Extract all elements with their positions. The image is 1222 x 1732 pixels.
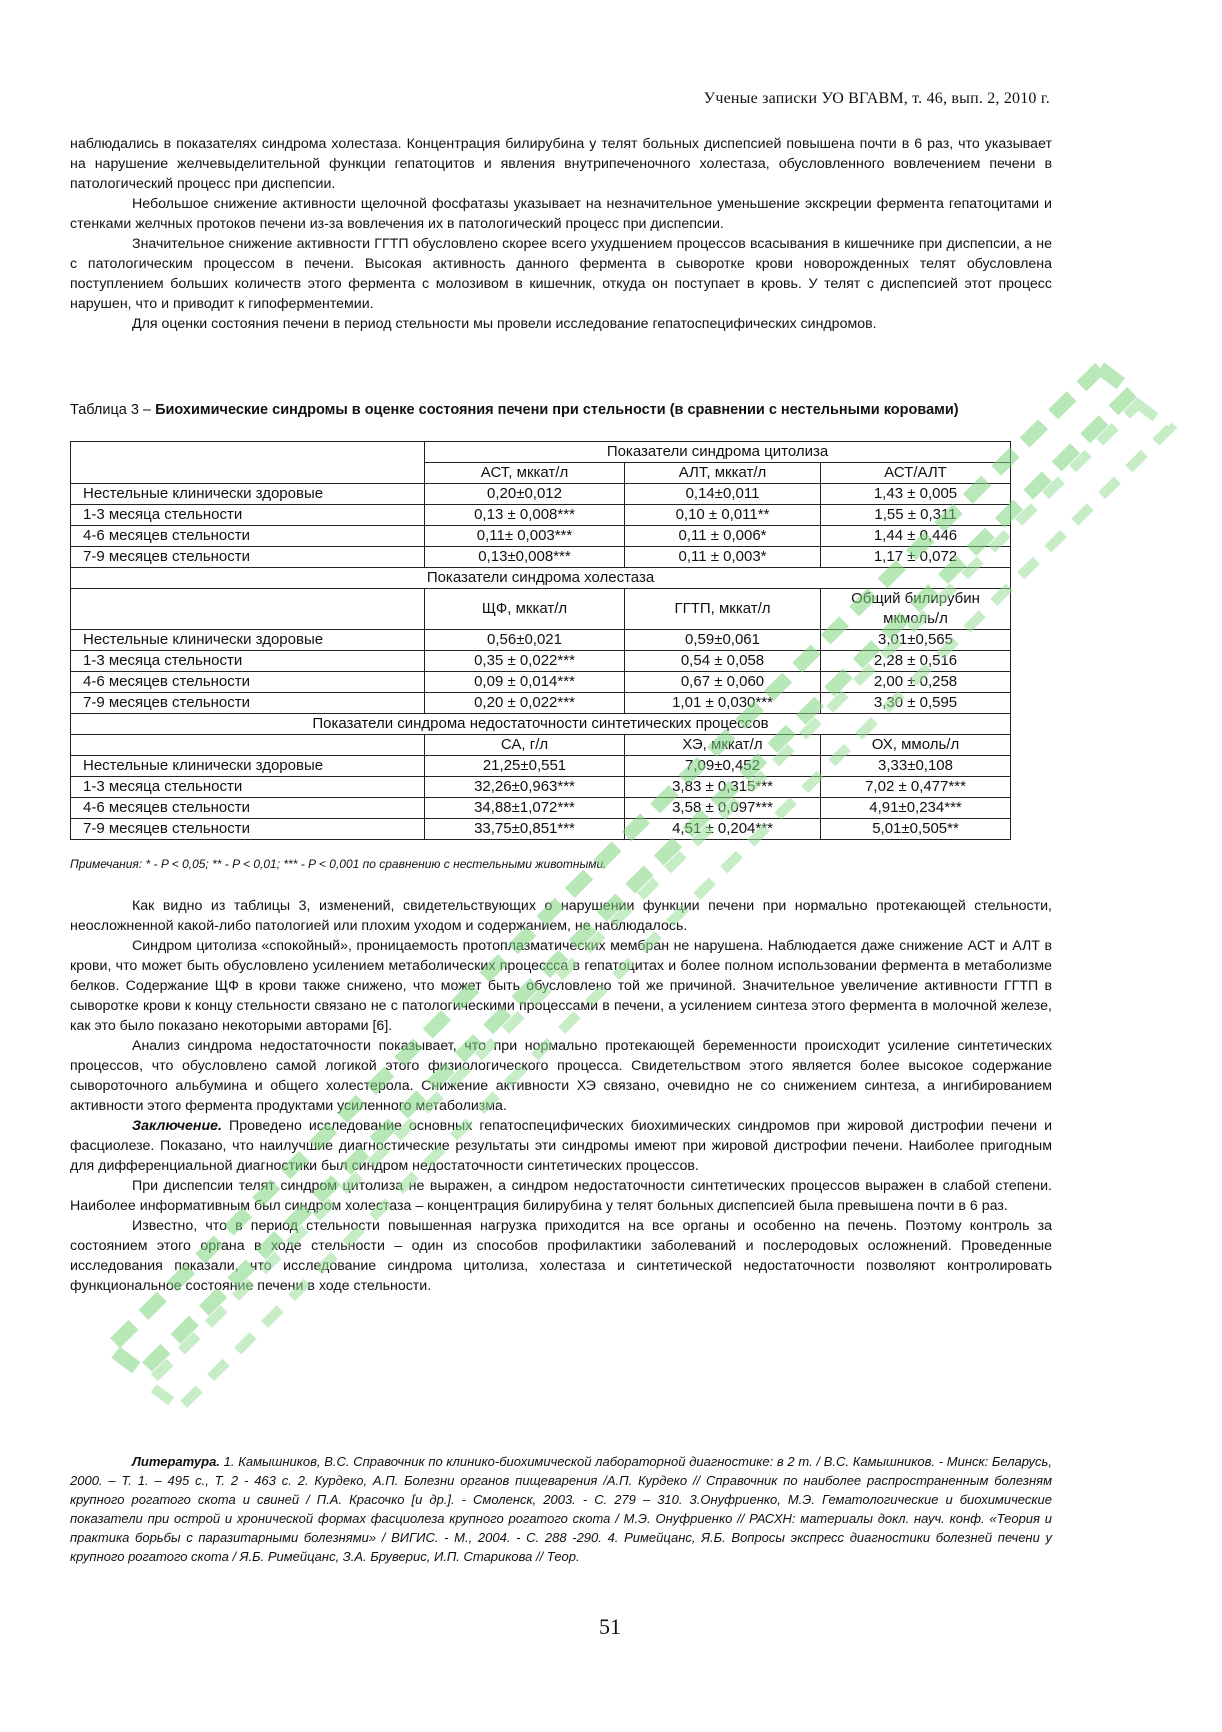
table-caption — [70, 402, 1050, 419]
section-title: Показатели синдрома недостаточности синтетических процессов — [71, 714, 1011, 735]
table-cell — [71, 589, 425, 630]
biochemical-table — [70, 441, 1011, 840]
conclusion-text: Проведено исследование основных гепатоспецифических биохимических синдромов при жировой дистрофии печени и фасциолезе. Показано, что наилучшие диагностические результаты эти синдромы имеют при жировой дистрофии печени. Наиболее пригодным для дифференциальной диагностики был синдром недостаточности синтетических процессов. — [70, 1118, 1052, 1174]
paragraph: Значительное снижение активности ГГТП обусловлено скорее всего ухудшением процессов всасывания в кишечнике при диспепсии, а не с патологическим процессом в печени. Высокая активность данного фермента в сыворотке крови новорожденных телят обусловлена поступлением больших количеств этого фермента с молозивом в кишечник, откуда он поступает в кровь. У телят с диспепсией этот процесс нарушен, что и приводит к гипоферментемии. — [70, 236, 1052, 312]
table-cell: 3,01±0,565 — [821, 630, 1011, 651]
table-cell: 1,55 ± 0,311 — [821, 505, 1011, 526]
row-label: 7-9 месяцев стельности — [71, 693, 425, 714]
row-label: Нестельные клинически здоровые — [71, 756, 425, 777]
row-label: Нестельные клинически здоровые — [71, 484, 425, 505]
row-label: 1-3 месяца стельности — [71, 505, 425, 526]
table-caption-label: Таблица 3 – — [70, 402, 156, 418]
table-cell: 4,51 ± 0,204*** — [625, 819, 821, 840]
table-cell: 0,14±0,011 — [625, 484, 821, 505]
table-cell: 0,67 ± 0,060 — [625, 672, 821, 693]
section-title: Показатели синдрома цитолиза — [425, 442, 1011, 463]
table-cell: 2,28 ± 0,516 — [821, 651, 1011, 672]
paragraph: Известно, что в период стельности повышенная нагрузка приходится на все органы и особенно на печень. Поэтому контроль за состоянием этого органа в ходе стельности – один из способов профилактики заболеваний и послеродовых осложнений. Проведенные исследования показали, что исследование синдрома цитолиза, холестаза и синтетической недостаточности позволяют контролировать функциональное состояние печени в ходе стельности. — [70, 1218, 1052, 1294]
row-label: 4-6 месяцев стельности — [71, 798, 425, 819]
table-cell: 0,11 ± 0,003* — [625, 547, 821, 568]
table-cell: 0,11 ± 0,006* — [625, 526, 821, 547]
table-cell: 3,33±0,108 — [821, 756, 1011, 777]
column-header: АЛТ, мккат/л — [625, 463, 821, 484]
table-cell: 4,91±0,234*** — [821, 798, 1011, 819]
table-row — [71, 735, 1011, 756]
table-row — [71, 505, 1011, 526]
table-cell: 0,35 ± 0,022*** — [425, 651, 625, 672]
table-cell: 0,54 ± 0,058 — [625, 651, 821, 672]
row-label: 4-6 месяцев стельности — [71, 526, 425, 547]
table-cell: 0,20 ± 0,022*** — [425, 693, 625, 714]
table-row — [71, 589, 1011, 630]
column-header: СА, г/л — [425, 735, 625, 756]
table-row — [71, 547, 1011, 568]
references-text: 1. Камышников, В.С. Справочник по клинико-биохимической лабораторной диагностике: в 2 т. / В.С. Камышников. - Минск: Беларусь, 2000. – Т. 1. – 495 с., Т. 2 - 463 с. 2. Курдеко, А.П. Болезни органов пищеварения /А.П. Курдеко // Справочник по наиболее распространенным болезням крупного рогатого скота и свиней / П.А. Красочко [и др.]. - Смоленск, 2003. - С. 279 – 310. 3.Онуфриенко, М.Э. Гематологические и биохимические показатели при острой и хронической формах фасциолеза крупного рогатого скота / М.Э. Онуфриенко // РАСХН: материалы докл. науч. конф. «Теория и практика борьбы с паразитарными болезнями» / ВИГИС. - М., 2004. - С. 288 -290. 4. Римейцанс, Я.Б. Вопросы экспресс диагностики болезней печени у крупного рогатого скота / Я.Б. Римейцанс, З.А. Бруверис, И.П. Старикова // Теор. — [70, 1454, 1052, 1564]
table-caption-title: Биохимические синдромы в оценке состояния печени при стельности (в сравнении с нестельными коровами) — [155, 402, 959, 418]
table-cell: 3,83 ± 0,315*** — [625, 777, 821, 798]
body-text-top — [70, 134, 1052, 334]
conclusion-paragraph — [70, 1116, 1052, 1176]
table-cell: 0,09 ± 0,014*** — [425, 672, 625, 693]
table-cell: 0,11± 0,003*** — [425, 526, 625, 547]
table-cell — [71, 442, 425, 484]
column-header: ЩФ, мккат/л — [425, 589, 625, 630]
table-row — [71, 672, 1011, 693]
paragraph: Анализ синдрома недостаточности показывает, что при нормально протекающей беременности происходит усиление синтетических процессов, что обусловлено самой логикой этого физиологического процесса. Свидетельством этого является более высокое содержание сывороточного альбумина и общего холестерола. Снижение активности ХЭ связано, очевидно не со снижением синтеза, а ингибированием активности этого фермента продуктами усиленного метаболизма. — [70, 1038, 1052, 1114]
table-row — [71, 651, 1011, 672]
table-cell: 3,30 ± 0,595 — [821, 693, 1011, 714]
table-cell: 0,56±0,021 — [425, 630, 625, 651]
table-cell: 34,88±1,072*** — [425, 798, 625, 819]
table-row — [71, 756, 1011, 777]
table-notes: Примечания: * - P < 0,05; ** - P < 0,01; *** - P < 0,001 по сравнению с нестельными животными. — [70, 857, 607, 871]
paragraph: Небольшое снижение активности щелочной фосфатазы указывает на незначительное уменьшение экскреции фермента гепатоцитами и стенками желчных протоков печени из-за вовлечения их в патологический процесс при диспепсии. — [70, 196, 1052, 232]
table-row — [71, 442, 1011, 463]
row-label: 1-3 месяца стельности — [71, 651, 425, 672]
table-row — [71, 798, 1011, 819]
paragraph: Как видно из таблицы 3, изменений, свидетельствующих о нарушении функции печени при нормально протекающей стельности, неосложненной какой-либо патологией или плохим уходом и содержанием, не наблюдалось. — [70, 898, 1052, 934]
column-header: ОХ, ммоль/л — [821, 735, 1011, 756]
table-cell: 0,13±0,008*** — [425, 547, 625, 568]
running-header: Ученые записки УО ВГАВМ, т. 46, вып. 2, 2010 г. — [703, 90, 1050, 107]
table-row — [71, 484, 1011, 505]
references-label: Литература. — [132, 1454, 220, 1469]
conclusion-label: Заключение. — [132, 1118, 222, 1134]
table-cell: 33,75±0,851*** — [425, 819, 625, 840]
table-row — [71, 526, 1011, 547]
table-cell: 0,59±0,061 — [625, 630, 821, 651]
table-cell: 1,01 ± 0,030*** — [625, 693, 821, 714]
row-label: 7-9 месяцев стельности — [71, 819, 425, 840]
table-cell: 0,20±0,012 — [425, 484, 625, 505]
table-cell: 1,43 ± 0,005 — [821, 484, 1011, 505]
table-cell: 7,09±0,452 — [625, 756, 821, 777]
table-cell: 0,13 ± 0,008*** — [425, 505, 625, 526]
table-cell: 1,17 ± 0,072 — [821, 547, 1011, 568]
row-label: 7-9 месяцев стельности — [71, 547, 425, 568]
body-text-bottom — [70, 896, 1052, 1296]
paragraph: При диспепсии телят синдром цитолиза не выражен, а синдром недостаточности синтетических процессов выражен в слабой степени. Наиболее информативным был синдром холестаза – концентрация билирубина у телят больных диспепсией была превышена почти в 6 раз. — [70, 1178, 1052, 1214]
row-label: 1-3 месяца стельности — [71, 777, 425, 798]
column-header: ГГТП, мккат/л — [625, 589, 821, 630]
table-row — [71, 568, 1011, 589]
paragraph: Для оценки состояния печени в период стельности мы провели исследование гепатоспецифических синдромов. — [132, 316, 877, 332]
table-row — [71, 630, 1011, 651]
column-header: ХЭ, мккат/л — [625, 735, 821, 756]
table-cell: 32,26±0,963*** — [425, 777, 625, 798]
table-cell: 1,44 ± 0,446 — [821, 526, 1011, 547]
column-header: АСТ, мккат/л — [425, 463, 625, 484]
table-cell: 0,10 ± 0,011** — [625, 505, 821, 526]
row-label: 4-6 месяцев стельности — [71, 672, 425, 693]
column-header: Общий билирубин мкмоль/л — [821, 589, 1011, 630]
row-label: Нестельные клинически здоровые — [71, 630, 425, 651]
paragraph: Синдром цитолиза «спокойный», проницаемость протоплазматических мембран не нарушена. Наблюдается даже снижение АСТ и АЛТ в крови, что может быть обусловлено усилением метаболических процессса в гепатоцитах и более полном использовании фермента в метаболизме белков. Содержание ЩФ в крови также снижено, что может быть обусловлено той же причиной. Значительное увеличение активности ГГТП в сыворотке крови к концу стельности связано не с патологическими процессами в печени, а усилением синтеза этого фермента в молочной железе, как это было показано некоторыми авторами [6]. — [70, 938, 1052, 1034]
table-row — [71, 777, 1011, 798]
table-row — [71, 714, 1011, 735]
table-row — [71, 693, 1011, 714]
table-cell: 5,01±0,505** — [821, 819, 1011, 840]
column-header: АСТ/АЛТ — [821, 463, 1011, 484]
table-cell: 3,58 ± 0,097*** — [625, 798, 821, 819]
table-cell: 7,02 ± 0,477*** — [821, 777, 1011, 798]
table-cell: 21,25±0,551 — [425, 756, 625, 777]
table-row — [71, 819, 1011, 840]
page-number: 51 — [599, 1614, 621, 1639]
table-cell: 2,00 ± 0,258 — [821, 672, 1011, 693]
references — [70, 1452, 1052, 1566]
paragraph: наблюдались в показателях синдрома холестаза. Концентрация билирубина у телят больных диспепсией повышена почти в 6 раз, что указывает на нарушение желчевыделительной функции гепатоцитов и явления внутрипеченочного холестаза, обусловленного вовлечением печени в патологический процесс при диспепсии. — [70, 136, 1052, 192]
table-cell — [71, 735, 425, 756]
section-title: Показатели синдрома холестаза — [71, 568, 1011, 589]
